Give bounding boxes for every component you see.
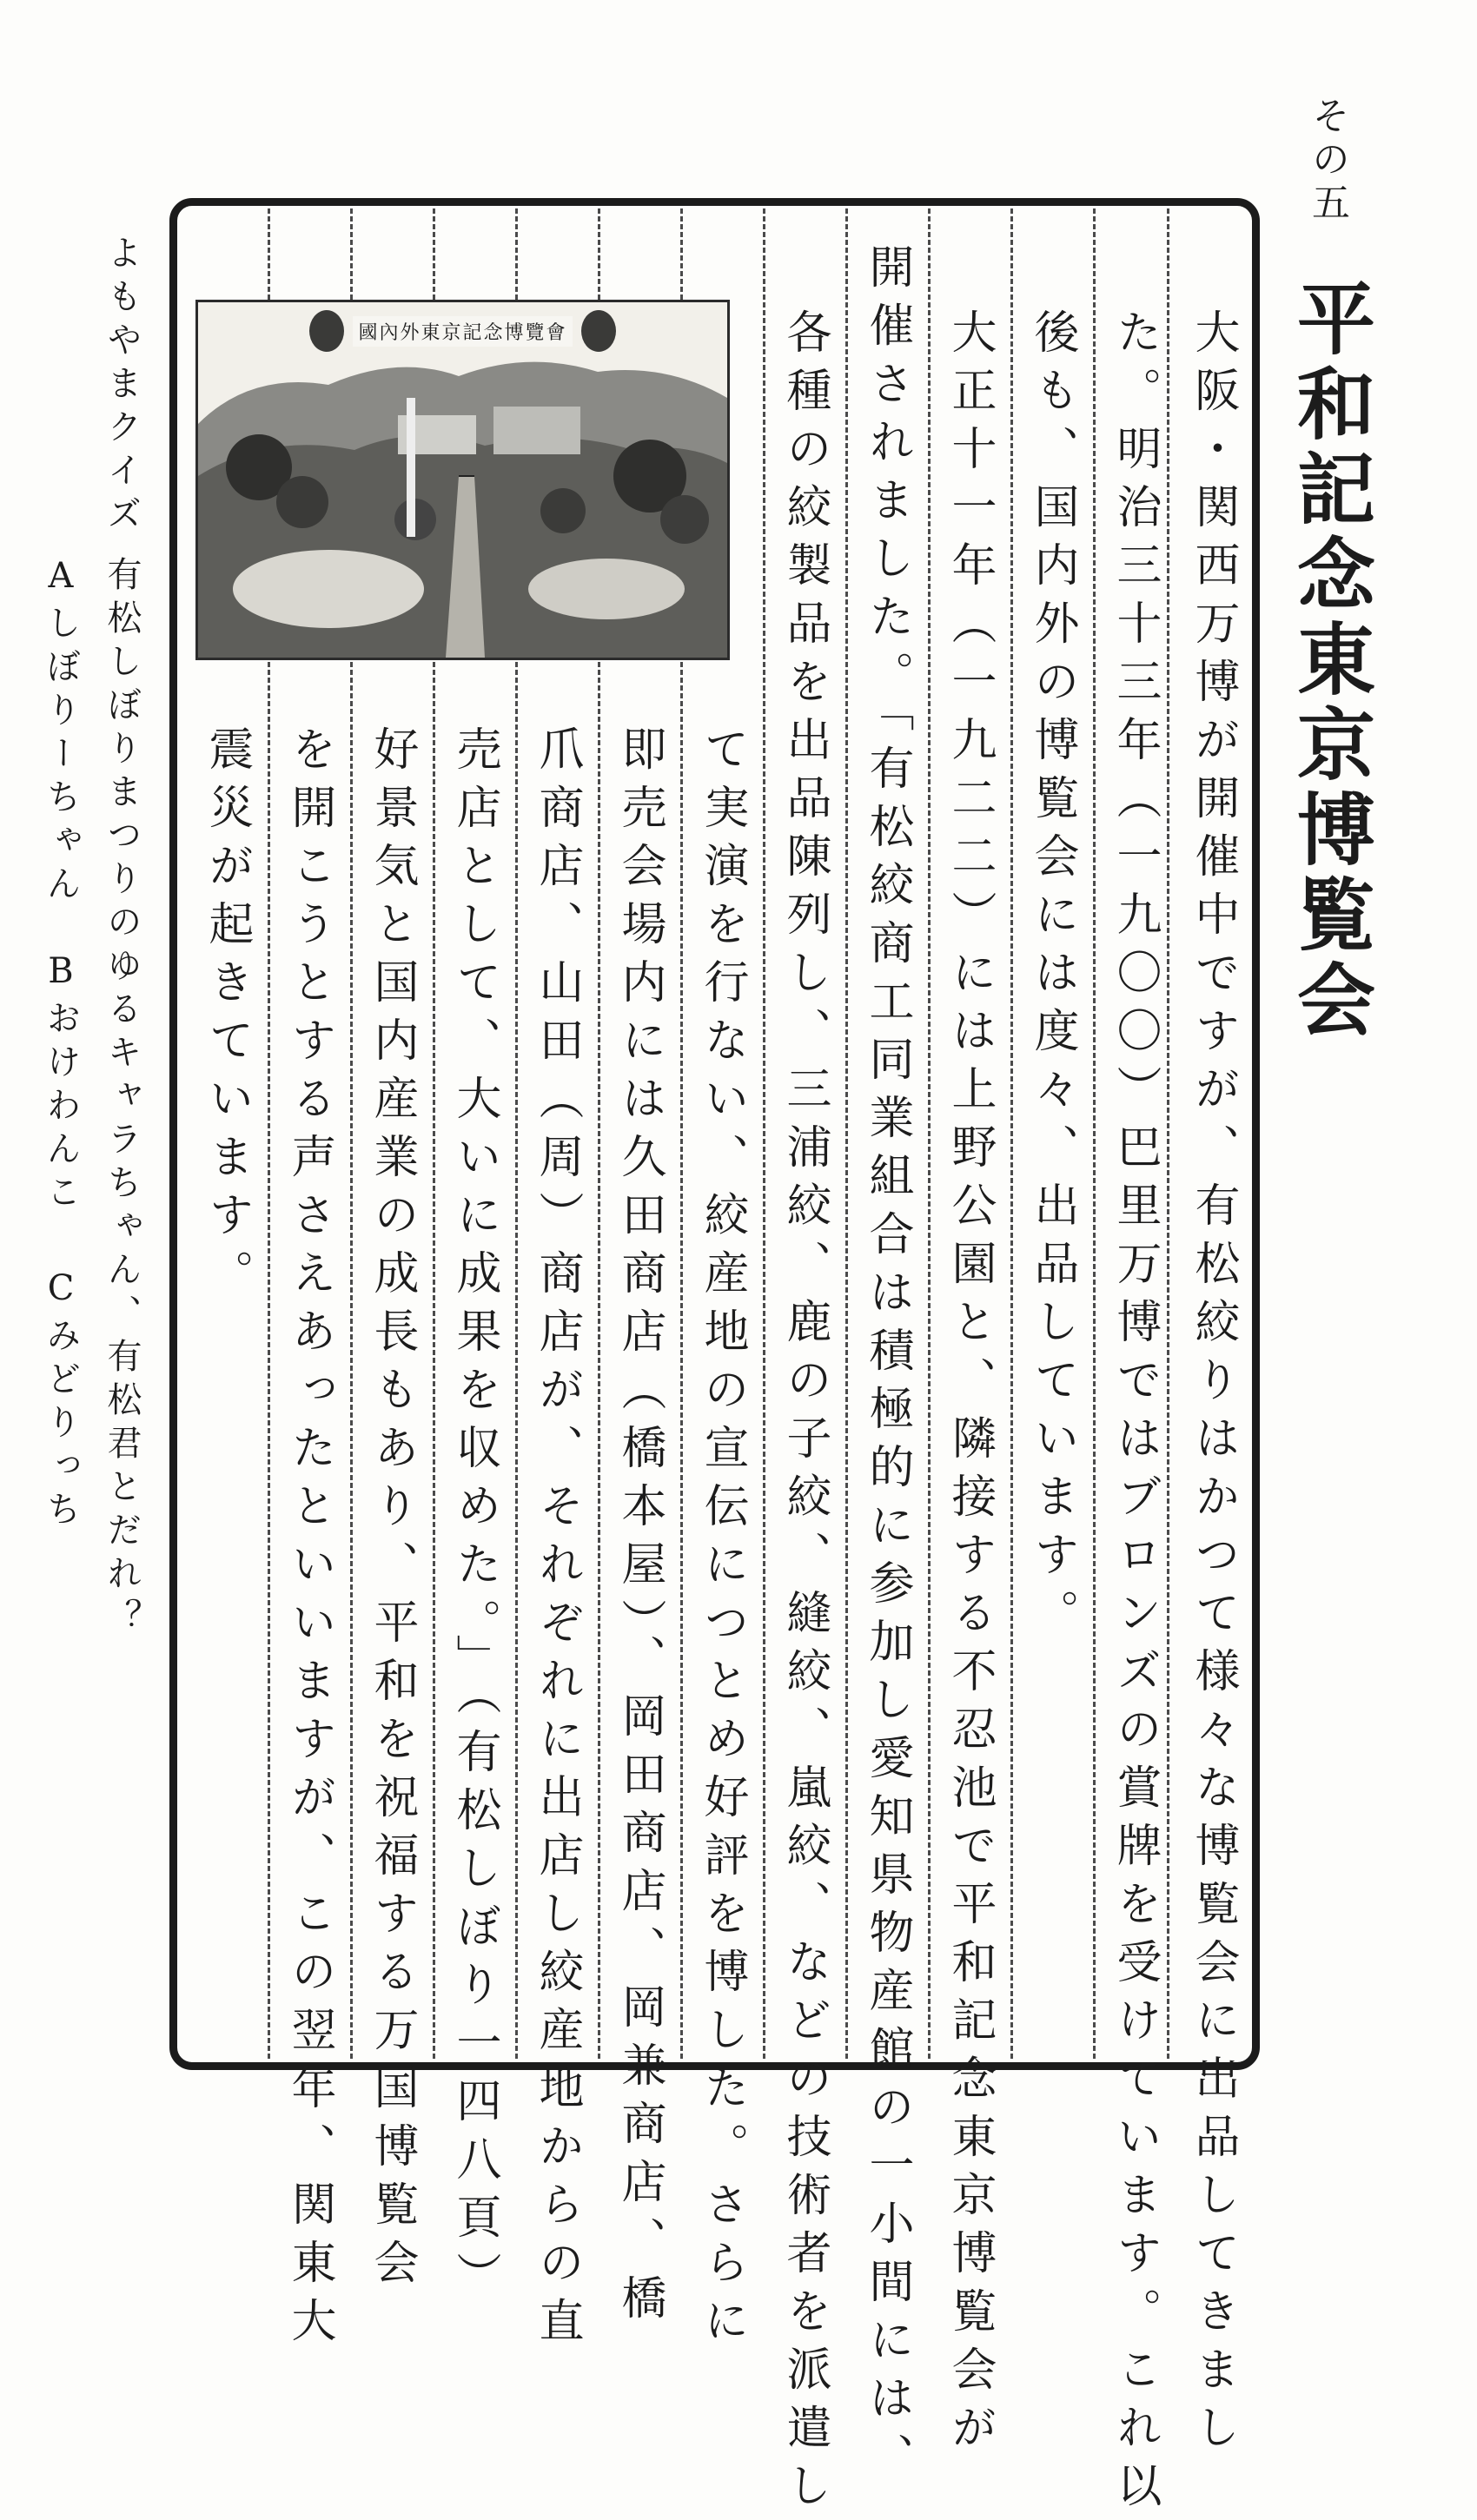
body-column-5: 開催されました。「有松絞商工同業組合は積極的に参加し愛知県物産館の一小間には、 [861, 243, 913, 2490]
quiz-question: 有松しぼりまつりのゆるキャラちゃん、有松君とだれ？ [102, 556, 142, 1642]
portrait-medallion-icon [581, 310, 616, 352]
body-column-11: 好景気と国内産業の成長もあり、平和を祝福する万国博覧会 [366, 725, 418, 2297]
column-divider [763, 208, 765, 2059]
body-column-1: 大阪・関西万博が開催中ですが、有松絞りはかつて様々な博覧会に出品してきまし [1187, 308, 1239, 2462]
column-divider [1167, 208, 1169, 2059]
portrait-medallion-icon [309, 310, 344, 352]
body-column-8: 即売会場内には久田商店（橋本屋）、岡田商店、岡兼商店、橋 [613, 725, 666, 2332]
body-column-6: 各種の絞製品を出品陳列し、三浦絞、鹿の子絞、縫絞、嵐絞、などの技術者を派遣し [778, 308, 831, 2520]
column-divider [928, 208, 931, 2059]
column-divider [1093, 208, 1096, 2059]
body-column-7: て実演を行ない、絞産地の宣伝につとめ好評を博した。さらに [696, 725, 748, 2355]
body-column-9: 爪商店、山田（周）商店が、それぞれに出店し絞産地からの直 [531, 725, 583, 2355]
page-title: 平和記念東京博覧会 [1283, 278, 1375, 1044]
postcard-banner-text: 國內外東京記念博覽會 [353, 316, 572, 347]
column-divider [1010, 208, 1013, 2059]
postcard-banner [198, 308, 727, 354]
quiz-option-c: Cみどりっち [41, 1268, 81, 1534]
quiz-title: よもやまクイズ [102, 235, 142, 539]
expo-postcard-image [195, 300, 730, 660]
column-divider [845, 208, 848, 2059]
body-column-10: 売店として、大いに成果を収めた。」（有松しぼり一四八頁） [448, 725, 500, 2310]
quiz-option-a: Aしぼりーちゃん [41, 556, 81, 909]
quiz-option-b: Bおけわんこ [41, 951, 81, 1217]
body-column-13: 震災が起きています。 [201, 725, 253, 1307]
body-column-4: 大正十一年（一九二二）には上野公園と、隣接する不忍池で平和記念東京博覧会が [944, 308, 996, 2462]
body-column-12: を開こうとする声さえあったといいますが、この翌年、関東大 [283, 725, 335, 2355]
section-label: その五 [1305, 96, 1349, 226]
body-column-3: 後も、国内外の博覧会には度々、出品しています。 [1026, 308, 1078, 1647]
body-column-2: た。明治三十三年（一九〇〇）巴里万博ではブロンズの賞牌を受けています。これ以 [1109, 308, 1161, 2520]
expo-bird-eye-illustration [198, 302, 727, 658]
